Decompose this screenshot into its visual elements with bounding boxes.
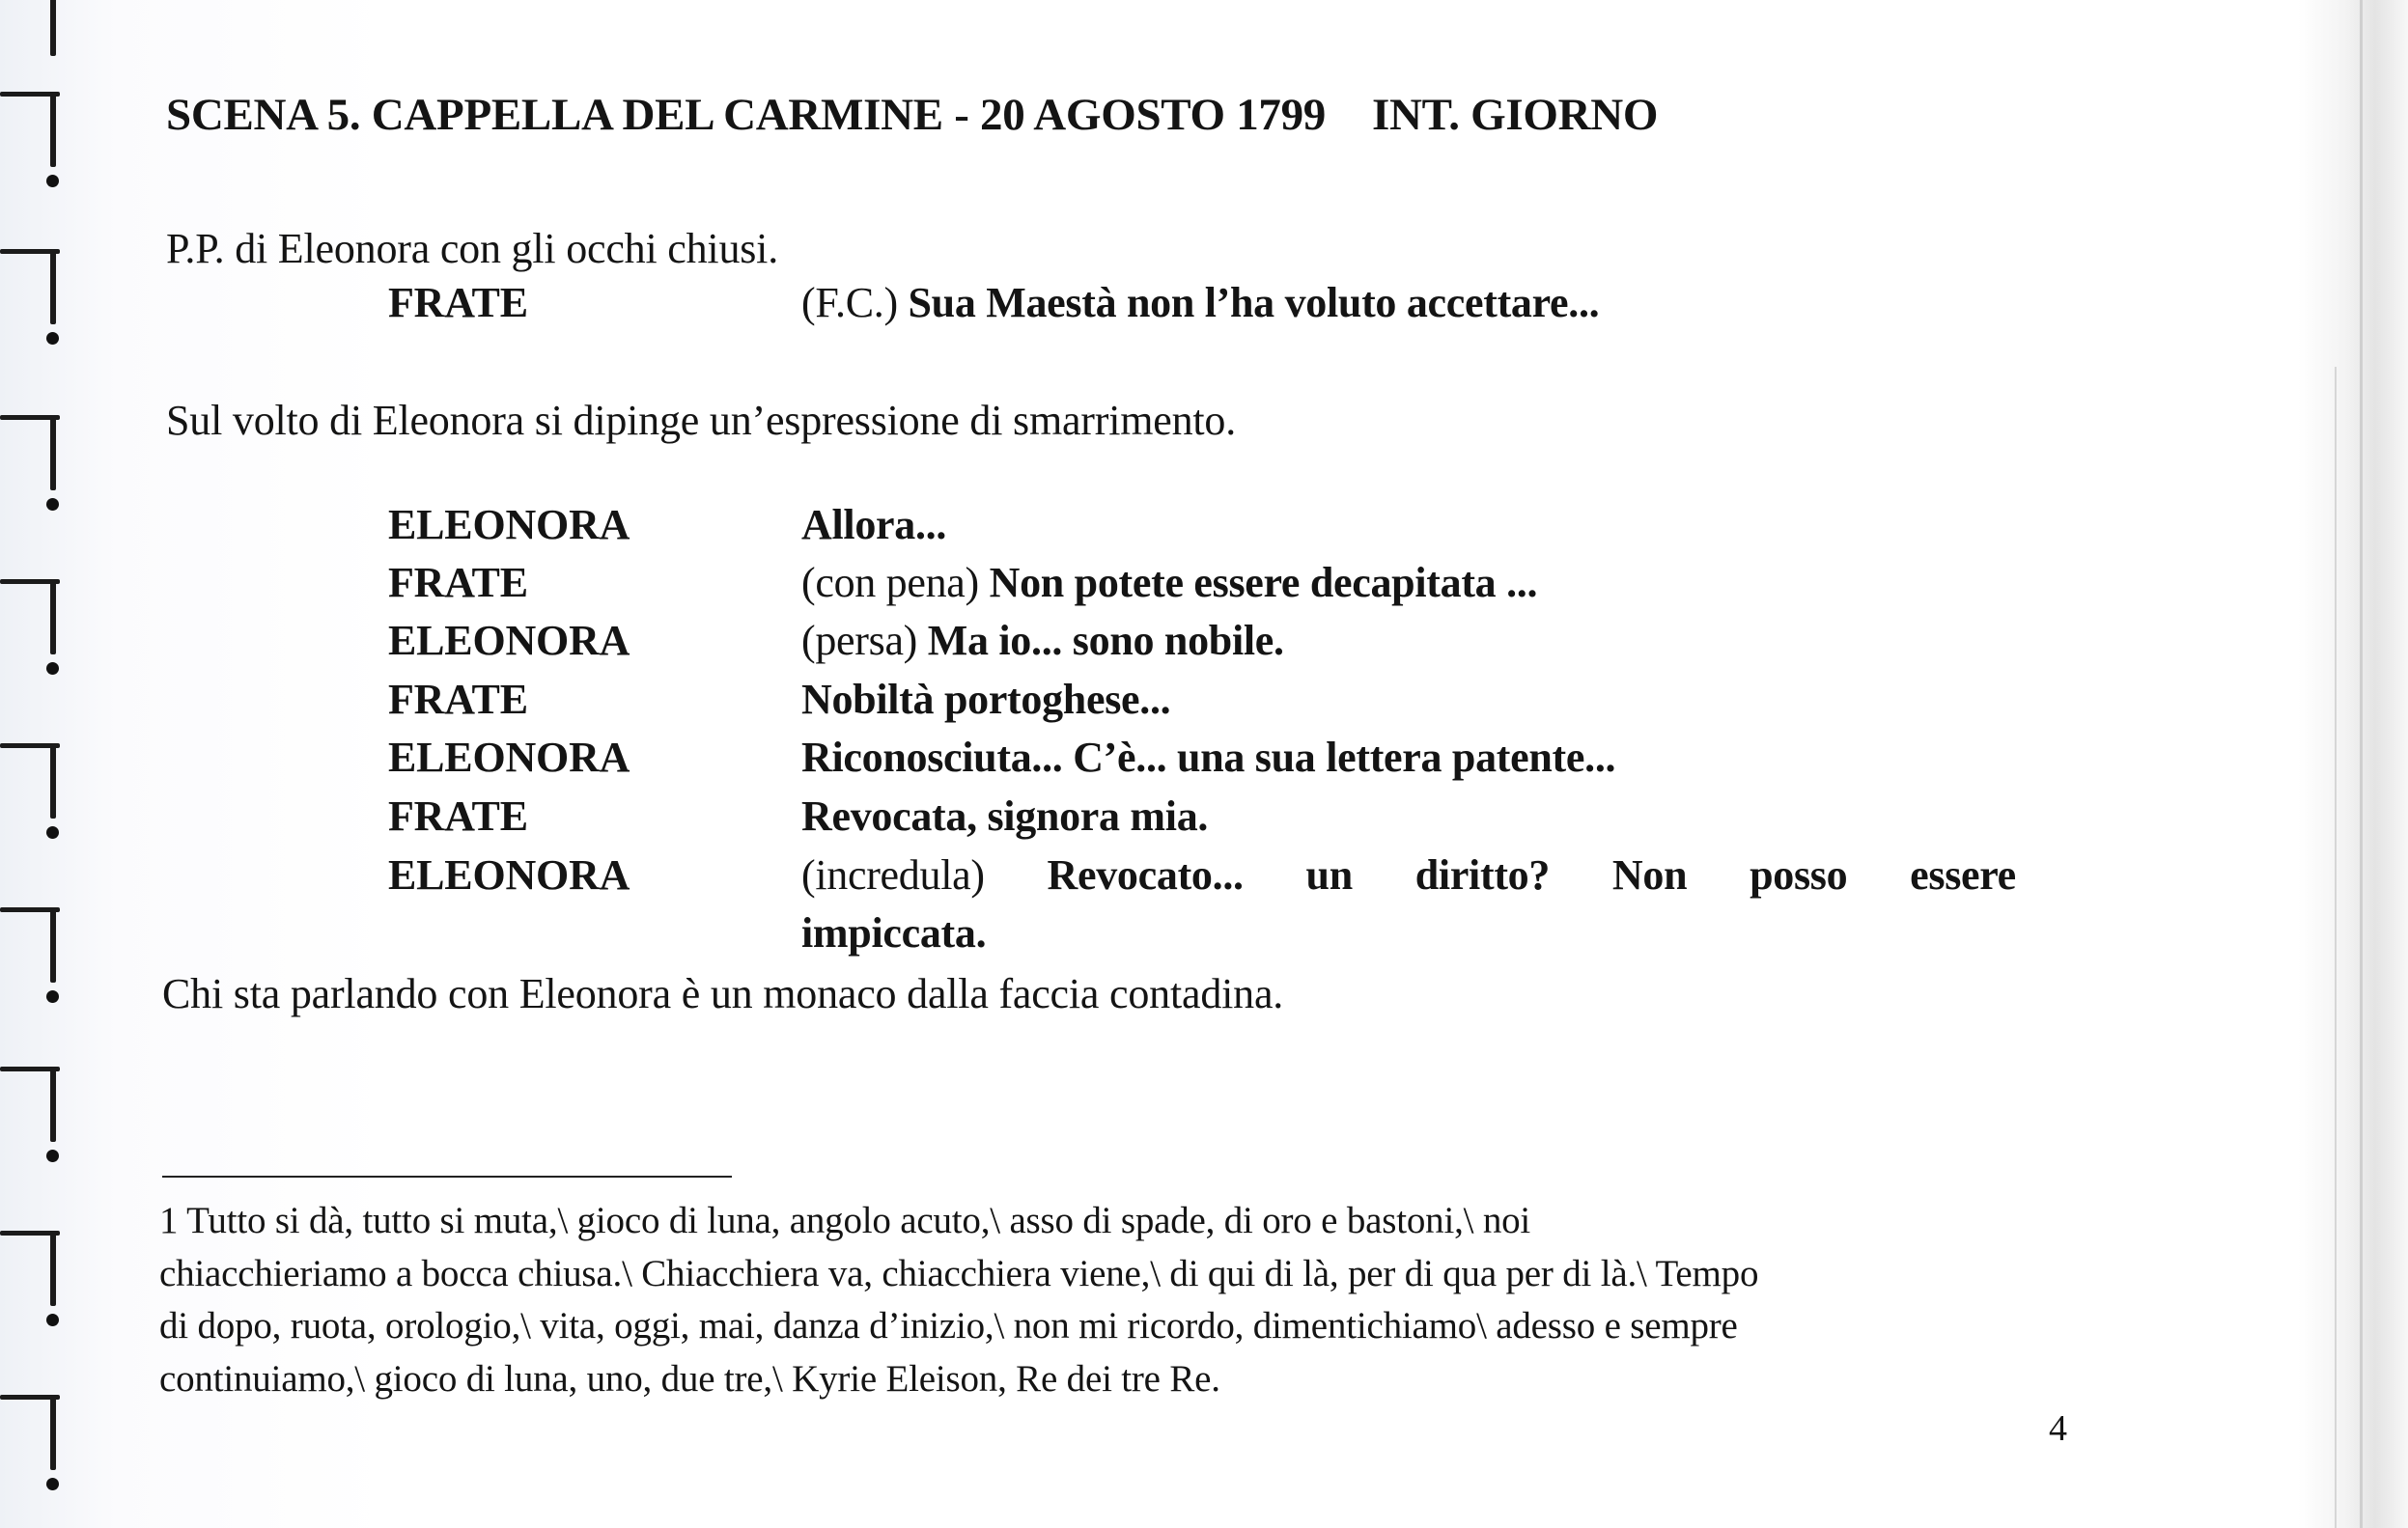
dialogue-word: diritto? (1414, 851, 1551, 899)
dialogue-speaker: ELEONORA (388, 617, 630, 664)
dialogue-line (801, 792, 1208, 841)
footnote (159, 1195, 2090, 1405)
binding-ring-icon (0, 907, 68, 1023)
dialogue-line (801, 850, 2016, 900)
dialogue-speech: Ma io... sono nobile. (927, 617, 1284, 664)
stage-direction-opening: P.P. di Eleonora con gli occhi chiusi. (166, 225, 778, 272)
dialogue-parenthetical: (con pena) (801, 559, 979, 606)
dialogue-line (801, 616, 1284, 665)
stage-direction-middle: Sul volto di Eleonora si dipinge un’espressione di smarrimento. (166, 397, 1237, 444)
dialogue-word: posso (1750, 851, 1848, 899)
dialogue-speaker: FRATE (388, 676, 528, 723)
dialogue-speech: Non potete essere decapitata ... (989, 559, 1538, 606)
dialogue-line (801, 675, 1170, 724)
dialogue-speaker: ELEONORA (388, 851, 630, 899)
page-edge-shadow (2360, 0, 2363, 1528)
dialogue-parenthetical: (incredula) (801, 851, 985, 899)
dialogue-speech: Nobiltà portoghese... (801, 676, 1171, 723)
dialogue-line (801, 278, 1599, 327)
dialogue-speaker: ELEONORA (388, 734, 630, 781)
dialogue-speaker: FRATE (388, 792, 528, 840)
dialogue-parenthetical: (F.C.) (801, 279, 898, 326)
dialogue-speech: Sua Maestà non l’ha voluto accettare... (908, 279, 1600, 326)
dialogue-speaker: FRATE (388, 559, 528, 606)
dialogue-speaker: FRATE (388, 279, 528, 326)
binding-ring-icon (0, 1395, 68, 1511)
dialogue-parenthetical: (persa) (801, 617, 918, 664)
footnote-separator (162, 1176, 732, 1178)
page-fold-line (2335, 367, 2337, 1528)
dialogue-word: Revocato... (1047, 851, 1244, 899)
binding-ring-icon (0, 1067, 68, 1182)
binding-ring-icon (0, 743, 68, 859)
footnote-line: chiacchieriamo a bocca chiusa.\ Chiacchiera va, chiacchiera viene,\ di qui di là, per di qua per di là.\ Tempo (159, 1252, 1759, 1294)
footnote-line: di dopo, ruota, orologio,\ vita, oggi, mai, danza d’inizio,\ non mi ricordo, dimentichiamo\ adesso e sempre (159, 1305, 1738, 1347)
dialogue-speaker: ELEONORA (388, 501, 630, 548)
scene-heading (166, 89, 1658, 141)
dialogue-line (801, 500, 946, 549)
dialogue-line (801, 558, 1537, 607)
dialogue-word: un (1305, 851, 1353, 899)
binding-ring-icon (0, 249, 68, 365)
dialogue-line-continuation (801, 908, 986, 958)
binding-ring-icon (0, 579, 68, 695)
dialogue-speech: impiccata. (801, 909, 987, 957)
binding-ring-icon (0, 92, 68, 208)
scene-setting: INT. GIORNO (1372, 90, 1659, 140)
spiral-binding (0, 0, 77, 1528)
dialogue-line (801, 733, 1615, 782)
dialogue-speech: Riconosciuta... C’è... una sua lettera patente... (801, 734, 1616, 781)
footnote-line: 1 Tutto si dà, tutto si muta,\ gioco di luna, angolo acuto,\ asso di spade, di oro e bastoni,\ noi (159, 1200, 1531, 1241)
page-number: 4 (2049, 1408, 2067, 1449)
binding-ring-icon (0, 0, 68, 97)
binding-ring-icon (0, 415, 68, 531)
scene-title: SCENA 5. CAPPELLA DEL CARMINE - 20 AGOSTO 1799 (166, 90, 1326, 140)
dialogue-word: essere (1910, 851, 2016, 899)
stage-direction-closing: Chi sta parlando con Eleonora è un monaco dalla faccia contadina. (162, 970, 1284, 1017)
dialogue-word: Non (1611, 851, 1688, 899)
footnote-line: continuiamo,\ gioco di luna, uno, due tre,\ Kyrie Eleison, Re dei tre Re. (159, 1357, 1220, 1400)
dialogue-speech: Allora... (801, 501, 947, 548)
binding-ring-icon (0, 1231, 68, 1347)
dialogue-speech: Revocata, signora mia. (801, 792, 1209, 840)
